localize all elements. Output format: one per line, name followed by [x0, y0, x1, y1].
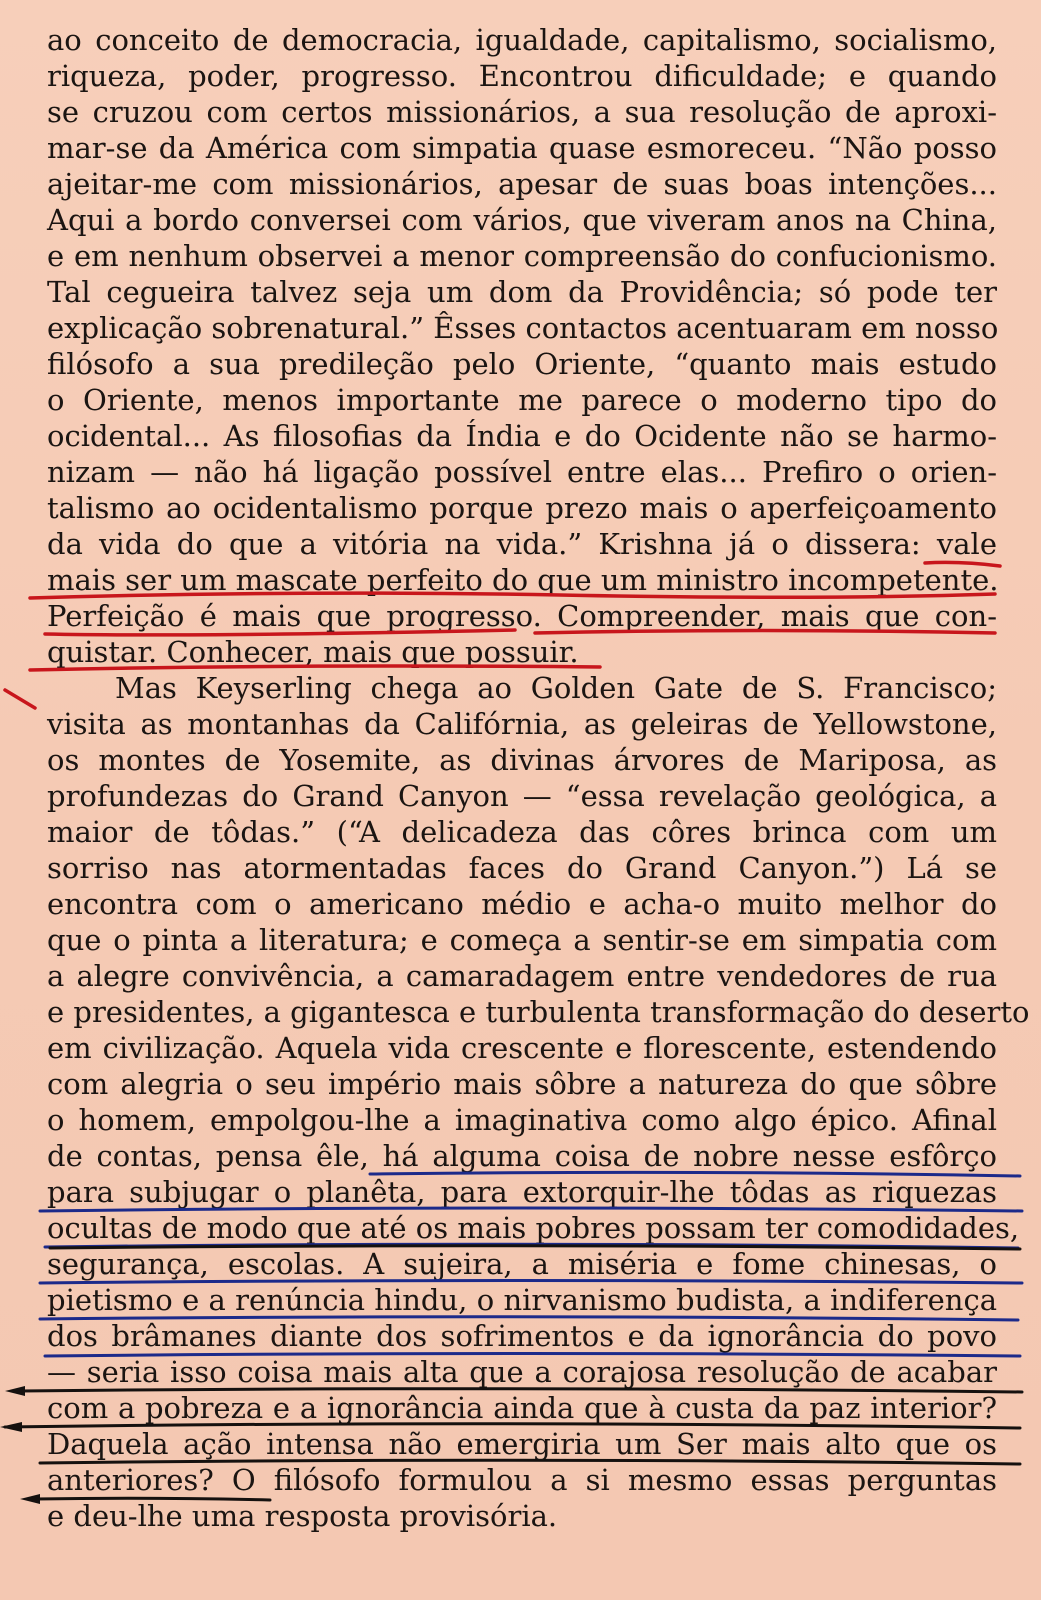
text-line: para subjugar o planêta, para extorquir-lhe tôdas as riquezas: [47, 1175, 997, 1209]
text-line: a alegre convivência, a camaradagem entre vendedores de rua: [47, 959, 997, 993]
margin-arrow-icon: [20, 1494, 40, 1504]
red-pen-stroke: [5, 690, 35, 708]
text-line: visita as montanhas da Califórnia, as geleiras de Yellowstone,: [47, 707, 997, 741]
text-line: — seria isso coisa mais alta que a corajosa resolução de acabar: [47, 1355, 997, 1389]
text-line: Daquela ação intensa não emergiria um Ser mais alto que os: [47, 1427, 997, 1461]
text-line: o homem, empolgou-lhe a imaginativa como algo épico. Afinal: [47, 1103, 997, 1137]
text-line: segurança, escolas. A sujeira, a miséria e fome chinesas, o: [47, 1247, 997, 1281]
text-line: ao conceito de democracia, igualdade, capitalismo, socialismo,: [47, 23, 997, 57]
text-line: de contas, pensa êle, há alguma coisa de nobre nesse esfôrço: [47, 1139, 997, 1173]
text-line: o Oriente, menos importante me parece o moderno tipo do: [47, 383, 997, 417]
text-line: sorriso nas atormentadas faces do Grand Canyon.”) Lá se: [47, 851, 997, 885]
text-line: ajeitar-me com missionários, apesar de suas boas intenções...: [47, 167, 997, 201]
text-line: ocultas de modo que até os mais pobres possam ter comodidades,: [47, 1211, 1020, 1245]
text-line: talismo ao ocidentalismo porque prezo mais o aperfeiçoamento: [47, 491, 997, 525]
text-line: os montes de Yosemite, as divinas árvores de Mariposa, as: [47, 743, 997, 777]
text-line: profundezas do Grand Canyon — “essa revelação geológica, a: [47, 779, 997, 813]
text-line: Perfeição é mais que progresso. Compreender, mais que con-: [47, 599, 997, 633]
text-line: nizam — não há ligação possível entre elas... Prefiro o orien-: [47, 455, 997, 489]
text-line: quistar. Conhecer, mais que possuir.: [47, 635, 579, 669]
text-line: com alegria o seu império mais sôbre a natureza do que sôbre: [47, 1067, 997, 1101]
text-line: riqueza, poder, progresso. Encontrou dificuldade; e quando: [47, 59, 997, 93]
text-line: da vida do que a vitória na vida.” Krishna já o dissera: vale: [47, 527, 997, 561]
text-line: maior de tôdas.” (“A delicadeza das côres brinca com um: [47, 815, 997, 849]
text-line: Aqui a bordo conversei com vários, que viveram anos na China,: [47, 203, 997, 237]
text-line: filósofo a sua predileção pelo Oriente, “quanto mais estudo: [47, 347, 997, 381]
text-line: com a pobreza e a ignorância ainda que à custa da paz interior?: [47, 1391, 997, 1425]
text-line: Tal cegueira talvez seja um dom da Providência; só pode ter: [47, 275, 997, 309]
margin-arrow-icon: [0, 1422, 22, 1432]
text-line: se cruzou com certos missionários, a sua resolução de aproxi-: [47, 95, 997, 129]
text-line: que o pinta a literatura; e começa a sentir-se em simpatia com: [47, 923, 997, 957]
text-line: explicação sobrenatural.” Êsses contactos acentuaram em nosso: [47, 311, 999, 345]
text-line: Mas Keyserling chega ao Golden Gate de S. Francisco;: [115, 671, 997, 705]
text-line: em civilização. Aquela vida crescente e florescente, estendendo: [47, 1031, 997, 1065]
text-line: ocidental... As filosofias da Índia e do Ocidente não se harmo-: [47, 419, 997, 453]
text-line: e deu-lhe uma resposta provisória.: [47, 1499, 558, 1533]
text-line: dos brâmanes diante dos sofrimentos e da ignorância do povo: [47, 1319, 997, 1353]
text-line: e em nenhum observei a menor compreensão do confucionismo.: [47, 239, 997, 273]
margin-arrow-icon: [5, 1386, 25, 1396]
text-line: anteriores? O filósofo formulou a si mesmo essas perguntas: [47, 1463, 997, 1497]
text-line: e presidentes, a gigantesca e turbulenta transformação do deserto: [47, 995, 1030, 1029]
text-line: mar-se da América com simpatia quase esmoreceu. “Não posso: [47, 131, 997, 165]
text-line: pietismo e a renúncia hindu, o nirvanismo budista, a indiferença: [47, 1283, 997, 1317]
text-line: encontra com o americano médio e acha-o muito melhor do: [47, 887, 997, 921]
text-line: mais ser um mascate perfeito do que um ministro incompetente.: [47, 563, 999, 597]
